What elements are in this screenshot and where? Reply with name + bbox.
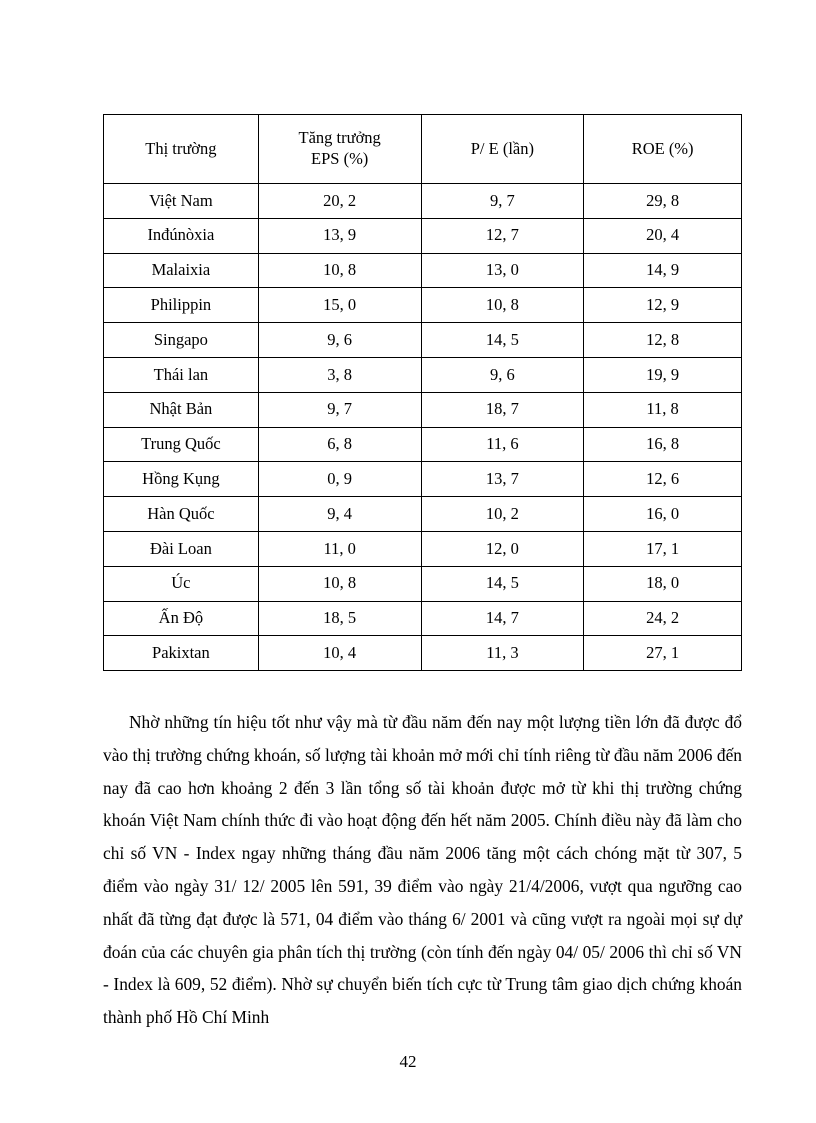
table-row [104, 184, 742, 219]
cell-roe: 17, 1 [584, 531, 742, 566]
cell-pe: 13, 0 [421, 253, 584, 288]
header-eps-line1: Tăng trưởng [298, 128, 381, 148]
cell-eps-growth: 9, 4 [258, 497, 421, 532]
body-paragraph: Nhờ những tín hiệu tốt như vậy mà từ đầu năm đến nay một lượng tiền lớn đã được đổ vào thị trường chứng khoán, số lượng tài khoản mở mới chỉ tính riêng từ đầu năm 2006 đến nay đã cao hơn khoảng 2 đến 3 lần tổng số tài khoản được mở từ khi thị trường chứng khoán Việt Nam chính thức đi vào hoạt động đến hết năm 2005. Chính điều này đã làm cho chỉ số VN - Index ngay những tháng đầu năm 2006 tăng một cách chóng mặt từ 307, 5 điểm vào ngày 31/ 12/ 2005 lên 591, 39 điểm vào ngày 21/4/2006, vượt qua ngưỡng cao nhất đã từng đạt được là 571, 04 điểm vào tháng 6/ 2001 và cũng vượt ra ngoài mọi sự dự đoán của các chuyên gia phân tích thị trường (còn tính đến ngày 04/ 05/ 2006 thì chỉ số VN - Index là 609, 52 điểm). Nhờ sự chuyển biến tích cực từ Trung tâm giao dịch chứng khoán thành phố Hồ Chí Minh [103, 712, 742, 1028]
cell-roe: 19, 9 [584, 357, 742, 392]
table-body [104, 184, 742, 671]
cell-roe: 12, 8 [584, 323, 742, 358]
cell-pe: 12, 0 [421, 531, 584, 566]
cell-roe: 27, 1 [584, 636, 742, 671]
table-row [104, 601, 742, 636]
cell-roe: 29, 8 [584, 184, 742, 219]
cell-market: Malaixia [104, 253, 259, 288]
cell-pe: 14, 5 [421, 323, 584, 358]
cell-roe: 11, 8 [584, 392, 742, 427]
cell-market: Đài Loan [104, 531, 259, 566]
cell-eps-growth: 10, 8 [258, 566, 421, 601]
cell-eps-growth: 9, 7 [258, 392, 421, 427]
cell-market: Singapo [104, 323, 259, 358]
cell-market: Inđúnòxia [104, 218, 259, 253]
table-row [104, 427, 742, 462]
cell-roe: 12, 9 [584, 288, 742, 323]
table-row [104, 218, 742, 253]
cell-eps-growth: 15, 0 [258, 288, 421, 323]
table-row [104, 253, 742, 288]
cell-market: Philippin [104, 288, 259, 323]
cell-roe: 18, 0 [584, 566, 742, 601]
cell-market: Pakixtan [104, 636, 259, 671]
cell-roe: 16, 0 [584, 497, 742, 532]
cell-eps-growth: 0, 9 [258, 462, 421, 497]
cell-pe: 11, 3 [421, 636, 584, 671]
cell-eps-growth: 11, 0 [258, 531, 421, 566]
cell-pe: 10, 2 [421, 497, 584, 532]
table-row [104, 497, 742, 532]
cell-pe: 10, 8 [421, 288, 584, 323]
cell-eps-growth: 9, 6 [258, 323, 421, 358]
cell-pe: 11, 6 [421, 427, 584, 462]
cell-market: Hàn Quốc [104, 497, 259, 532]
cell-market: Việt Nam [104, 184, 259, 219]
cell-eps-growth: 6, 8 [258, 427, 421, 462]
cell-eps-growth: 13, 9 [258, 218, 421, 253]
header-eps-line2: EPS (%) [311, 149, 369, 168]
cell-pe: 13, 7 [421, 462, 584, 497]
cell-eps-growth: 3, 8 [258, 357, 421, 392]
cell-pe: 14, 7 [421, 601, 584, 636]
header-pe: P/ E (lần) [421, 115, 584, 184]
cell-pe: 9, 6 [421, 357, 584, 392]
table-row [104, 392, 742, 427]
cell-eps-growth: 10, 8 [258, 253, 421, 288]
table-row [104, 531, 742, 566]
table-header [104, 115, 742, 184]
cell-market: Trung Quốc [104, 427, 259, 462]
cell-pe: 18, 7 [421, 392, 584, 427]
page-number: 42 [399, 1052, 417, 1071]
market-comparison-table [103, 114, 742, 671]
cell-roe: 24, 2 [584, 601, 742, 636]
table-row [104, 462, 742, 497]
cell-market: Úc [104, 566, 259, 601]
cell-roe: 12, 6 [584, 462, 742, 497]
cell-market: Nhật Bản [104, 392, 259, 427]
header-row [104, 115, 742, 184]
cell-pe: 9, 7 [421, 184, 584, 219]
cell-roe: 16, 8 [584, 427, 742, 462]
header-eps-growth [258, 115, 421, 184]
cell-market: Ấn Độ [104, 601, 259, 636]
cell-eps-growth: 10, 4 [258, 636, 421, 671]
header-market: Thị trường [104, 115, 259, 184]
table-row [104, 566, 742, 601]
header-roe: ROE (%) [584, 115, 742, 184]
cell-market: Hồng Kụng [104, 462, 259, 497]
table-row [104, 288, 742, 323]
cell-pe: 14, 5 [421, 566, 584, 601]
cell-eps-growth: 20, 2 [258, 184, 421, 219]
cell-eps-growth: 18, 5 [258, 601, 421, 636]
table-row [104, 357, 742, 392]
cell-market: Thái lan [104, 357, 259, 392]
cell-pe: 12, 7 [421, 218, 584, 253]
table-row [104, 636, 742, 671]
cell-roe: 20, 4 [584, 218, 742, 253]
cell-roe: 14, 9 [584, 253, 742, 288]
table-row [104, 323, 742, 358]
